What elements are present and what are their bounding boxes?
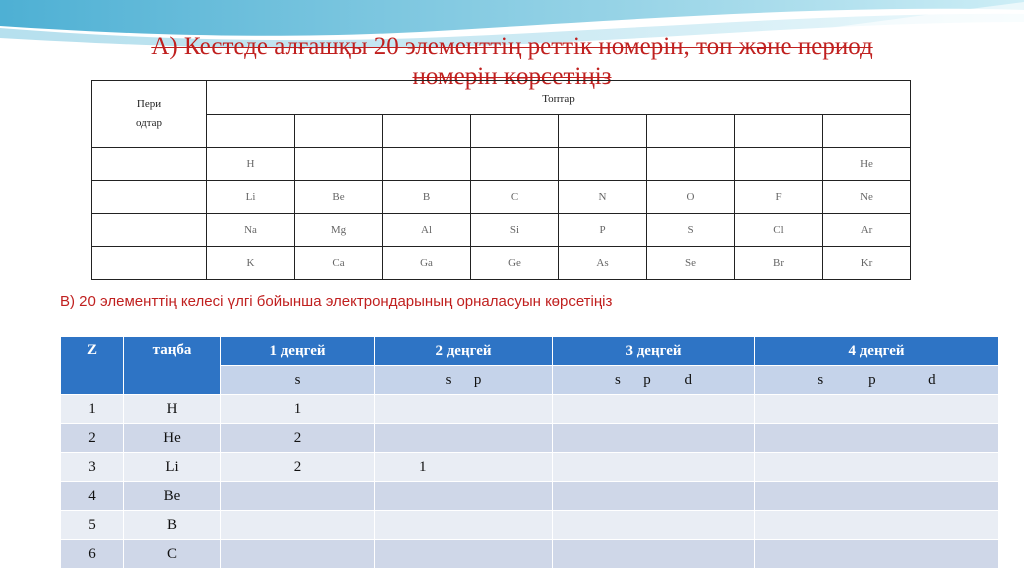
period-cell (92, 247, 207, 280)
table-row (61, 395, 999, 424)
header-z: Z (61, 337, 124, 395)
groups-header-cell (207, 81, 911, 115)
group-cell (559, 115, 647, 148)
symbol-cell: Li (124, 453, 221, 482)
table-row (61, 453, 999, 482)
group-cell (735, 115, 823, 148)
level-2-cell: 1 (375, 453, 553, 482)
level-1-cell (221, 482, 375, 511)
level-2-cell (375, 424, 553, 453)
level-2-cell (375, 482, 553, 511)
element-cell: S (647, 214, 735, 247)
level-3-cell (553, 424, 755, 453)
level-3-cell (553, 511, 755, 540)
level-3-cell (553, 482, 755, 511)
element-cell: Ga (383, 247, 471, 280)
symbol-cell: B (124, 511, 221, 540)
z-cell: 3 (61, 453, 124, 482)
z-cell: 6 (61, 540, 124, 569)
symbol-cell: Be (124, 482, 221, 511)
table-row (61, 482, 999, 511)
z-cell: 4 (61, 482, 124, 511)
element-cell: B (383, 181, 471, 214)
element-cell: Ge (471, 247, 559, 280)
group-cell (295, 115, 383, 148)
element-cell: Li (207, 181, 295, 214)
element-cell (735, 148, 823, 181)
title-line-1: А) Кестеде алғашқы 20 элементтің реттік номерін, топ және период (151, 33, 873, 60)
element-cell: Kr (823, 247, 911, 280)
sublevel-1: s (221, 366, 375, 395)
table-row (61, 424, 999, 453)
section-b-subtitle: В) 20 элементтің келесі үлгі бойынша электрондарының орналасуын көрсетіңіз (60, 293, 613, 310)
group-cell (383, 115, 471, 148)
group-cell (471, 115, 559, 148)
level-1-cell (221, 511, 375, 540)
period-cell (92, 214, 207, 247)
element-cell: Ne (823, 181, 911, 214)
z-cell: 2 (61, 424, 124, 453)
level-2-cell (375, 395, 553, 424)
element-cell: K (207, 247, 295, 280)
sublevel-4: s p d (755, 366, 999, 395)
element-cell (295, 148, 383, 181)
electron-config-table (60, 336, 999, 569)
level-4-cell (755, 511, 999, 540)
symbol-cell: H (124, 395, 221, 424)
element-cell: Mg (295, 214, 383, 247)
sublevel-3: s p d (553, 366, 755, 395)
level-3-cell (553, 453, 755, 482)
element-cell: O (647, 181, 735, 214)
element-cell: Al (383, 214, 471, 247)
level-1-cell: 2 (221, 453, 375, 482)
header-symbol: таңба (124, 337, 221, 395)
element-cell: Cl (735, 214, 823, 247)
element-cell: Si (471, 214, 559, 247)
element-cell: He (823, 148, 911, 181)
element-cell: F (735, 181, 823, 214)
level-3-cell (553, 395, 755, 424)
periods-label: Пери одтар (135, 98, 163, 129)
element-cell: N (559, 181, 647, 214)
periodic-table (91, 80, 911, 280)
title-line-2: номерін көрсетіңіз (412, 63, 612, 90)
element-cell (559, 148, 647, 181)
level-4-cell (755, 453, 999, 482)
header-level-2: 2 деңгей (375, 337, 553, 366)
level-2-cell (375, 540, 553, 569)
group-cell (823, 115, 911, 148)
period-cell (92, 148, 207, 181)
group-cell (207, 115, 295, 148)
z-cell: 1 (61, 395, 124, 424)
level-3-cell (553, 540, 755, 569)
level-2-cell (375, 511, 553, 540)
element-cell: H (207, 148, 295, 181)
header-level-1: 1 деңгей (221, 337, 375, 366)
element-cell: C (471, 181, 559, 214)
element-cell: Na (207, 214, 295, 247)
element-cell (383, 148, 471, 181)
table-row (61, 540, 999, 569)
element-cell: Ar (823, 214, 911, 247)
level-4-cell (755, 540, 999, 569)
period-cell (92, 181, 207, 214)
element-cell: Be (295, 181, 383, 214)
group-cell (647, 115, 735, 148)
level-4-cell (755, 395, 999, 424)
symbol-cell: He (124, 424, 221, 453)
level-4-cell (755, 482, 999, 511)
groups-label: Топтар (542, 93, 575, 105)
element-cell (471, 148, 559, 181)
element-cell: P (559, 214, 647, 247)
level-1-cell: 1 (221, 395, 375, 424)
level-4-cell (755, 424, 999, 453)
sublevel-2: s p (375, 366, 553, 395)
element-cell: As (559, 247, 647, 280)
level-1-cell (221, 540, 375, 569)
periods-header-cell (92, 81, 207, 148)
symbol-cell: C (124, 540, 221, 569)
table-row (61, 511, 999, 540)
element-cell (647, 148, 735, 181)
level-1-cell: 2 (221, 424, 375, 453)
header-level-4: 4 деңгей (755, 337, 999, 366)
element-cell: Ca (295, 247, 383, 280)
element-cell: Se (647, 247, 735, 280)
header-level-3: 3 деңгей (553, 337, 755, 366)
z-cell: 5 (61, 511, 124, 540)
element-cell: Br (735, 247, 823, 280)
